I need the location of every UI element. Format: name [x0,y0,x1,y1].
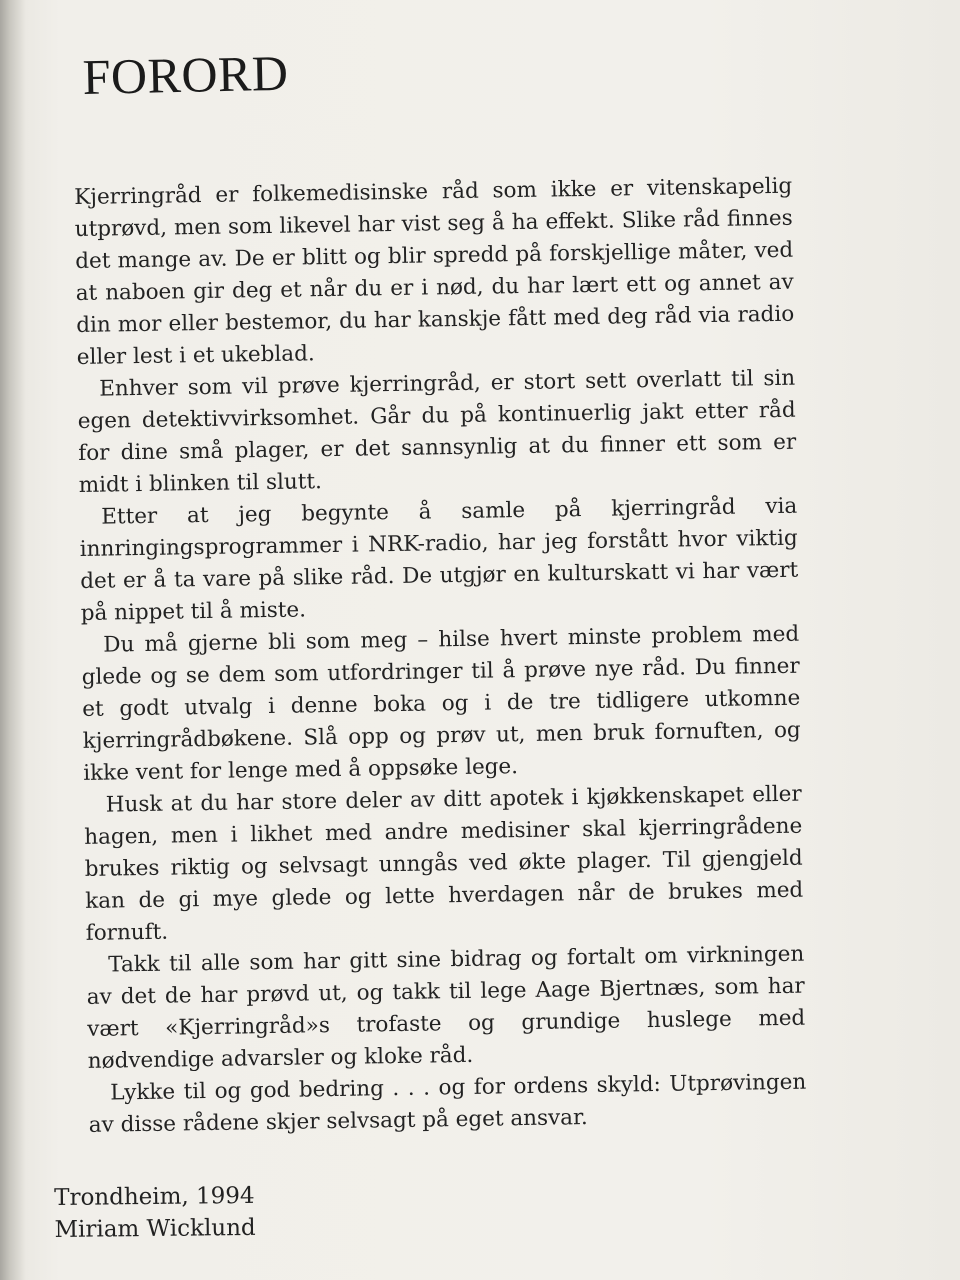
paragraph-5: Husk at du har store deler av ditt apotek i kjøkkenskapet eller hagen, men i likhet med andre medisiner skal kjerringrådene brukes riktig og selvsagt unngås ved økte plager. Til gjengjeld kan de gi mye glede og lette hverdagen når de brukes med fornuft. [84,781,804,946]
paragraph-1: Kjerringråd er folkemedisinske råd som ikke er vitenskapelig utprøvd, men som likevel har vist seg å ha effekt. Slike råd finnes det mange av. De er blitt og blir spredd på forskjellige måter, ved at naboen gir deg et når du er i nød, du har lært ett og annet av din mor eller bestemor, du har kanskje fått med deg råd via radio eller lest i et ukeblad. [74,173,795,370]
preface-body [74,171,807,1142]
author-name: Miriam Wicklund [54,1214,256,1243]
paragraph-7: Lykke til og god bedring . . . og for ordens skyld: Utprøvingen av disse rådene skjer selvsagt på eget ansvar. [88,1069,807,1138]
paragraph-4: Du må gjerne bli som meg – hilse hvert minste problem med glede og se dem som utfordringer til å prøve nye råd. Du finner et godt utvalg i denne boka og i de tre tidligere utkomne kjerringrådbøkene. Slå opp og prøv ut, men bruk fornuften, og ikke vent for lenge med å oppsøke lege. [81,621,801,786]
paragraph-3: Etter at jeg begynte å samle på kjerringråd via innringingsprogrammer i NRK-radio, har jeg forstått hvor viktig det er å ta vare på slike råd. De utgjør en kulturskatt vi har vært på nippet til å miste. [79,493,799,626]
signature-block [54,1180,256,1246]
place-date: Trondheim, 1994 [54,1182,255,1211]
paragraph-6: Takk til alle som har gitt sine bidrag og fortalt om virkningen av det de har prøvd ut, og takk til lege Aage Bjertnæs, som har vært «Kjerringråd»s trofaste og grundige huslege med nødvendige advarsler og kloke råd. [86,941,806,1074]
paragraph-2: Enhver som vil prøve kjerringråd, er stort sett overlatt til sin egen detektivvirksomhet. Går du på kontinuerlig jakt etter råd for dine små plager, er det sannsynlig at du finner ett som er midt i blinken til slutt. [77,365,797,498]
page-title: FORORD [82,44,289,105]
